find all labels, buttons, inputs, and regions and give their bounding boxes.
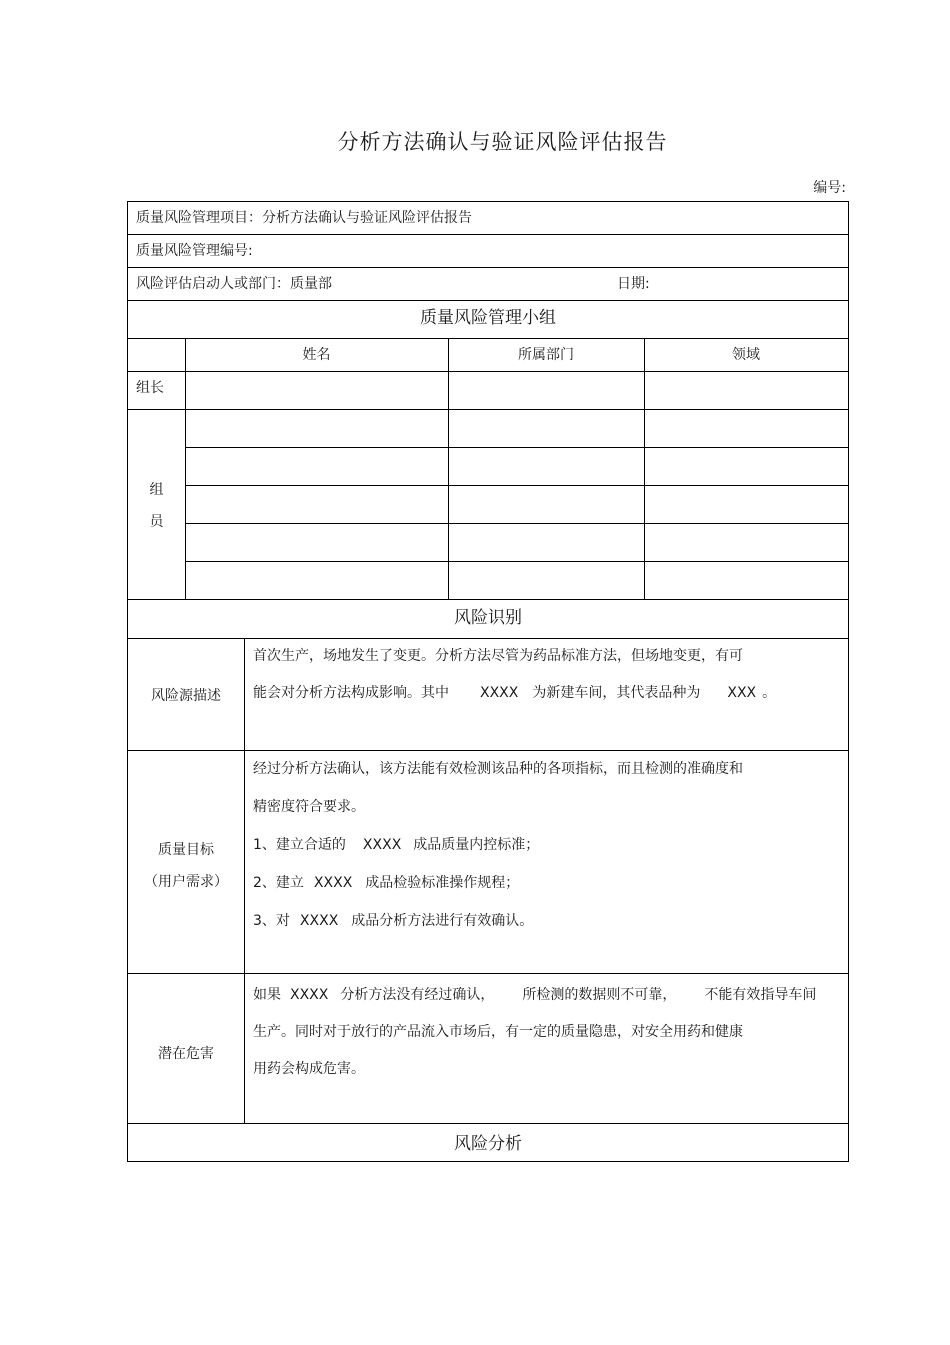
quality-target-text: 成品检验标准操作规程； xyxy=(365,875,520,891)
quality-target-text: 成品质量内控标准； xyxy=(413,837,540,853)
risk-source-line xyxy=(253,684,776,702)
column-divider xyxy=(244,638,245,1124)
member-label-char: 组 xyxy=(149,482,164,498)
team-section-title: 质量风险管理小组 xyxy=(420,308,556,328)
column-header-field: 领域 xyxy=(732,347,760,363)
quality-target-line: 经过分析方法确认，该方法能有效检测该品种的各项指标，而且检测的准确度和 xyxy=(253,761,743,777)
row-divider xyxy=(128,234,848,235)
row-divider xyxy=(185,447,848,448)
risk-source-text: 。 xyxy=(762,685,777,701)
risk-identification-title: 风险识别 xyxy=(454,608,522,628)
row-divider xyxy=(128,371,848,372)
row-divider xyxy=(185,485,848,486)
hazard-text: 不能有效指导车间 xyxy=(704,987,817,1003)
hazard-text: 分析方法没有经过确认， xyxy=(340,987,495,1003)
row-divider xyxy=(128,638,848,639)
product-code: XXXX xyxy=(290,987,329,1003)
quality-target-item xyxy=(253,836,539,854)
document-number-label: 编号: xyxy=(813,180,846,196)
column-header-department: 所属部门 xyxy=(518,347,574,363)
member-label-char: 员 xyxy=(149,514,164,530)
risk-source-text: 为新建车间，其代表品种为 xyxy=(532,685,701,701)
row-divider xyxy=(185,523,848,524)
row-divider xyxy=(128,409,848,410)
quality-target-item xyxy=(253,912,533,930)
risk-source-label: 风险源描述 xyxy=(151,688,221,704)
product-code: XXX xyxy=(727,685,757,701)
hazard-label: 潜在危害 xyxy=(158,1046,214,1062)
quality-target-text: 1、建立合适的 xyxy=(253,837,346,853)
hazard-line xyxy=(253,986,816,1004)
leader-label: 组长 xyxy=(136,380,164,396)
quality-target-line: 精密度符合要求。 xyxy=(253,799,365,815)
qrm-number-row: 质量风险管理编号: xyxy=(136,243,253,259)
row-divider xyxy=(128,338,848,339)
row-divider xyxy=(128,267,848,268)
date-label: 日期: xyxy=(617,276,650,292)
row-divider xyxy=(128,1123,848,1124)
quality-target-item xyxy=(253,874,519,892)
hazard-line: 生产。同时对于放行的产品流入市场后，有一定的质量隐患，对安全用药和健康 xyxy=(253,1024,743,1040)
product-code: XXXX xyxy=(362,837,402,853)
row-divider xyxy=(128,599,848,600)
hazard-text: 所检测的数据则不可靠， xyxy=(522,987,677,1003)
row-divider xyxy=(128,973,848,974)
row-divider xyxy=(185,561,848,562)
product-code: XXXX xyxy=(313,875,353,891)
quality-target-text: 2、建立 xyxy=(253,875,304,891)
column-header-name: 姓名 xyxy=(302,347,331,363)
column-divider xyxy=(448,338,449,600)
document-title: 分析方法确认与验证风险评估报告 xyxy=(337,130,668,154)
product-code: XXXX xyxy=(480,685,519,701)
hazard-line: 用药会构成危害。 xyxy=(253,1061,365,1077)
project-row: 质量风险管理项目：分析方法确认与验证风险评估报告 xyxy=(136,210,472,226)
quality-target-label: 质量目标 xyxy=(158,842,214,858)
quality-target-text: 3、对 xyxy=(253,913,290,929)
row-divider xyxy=(128,750,848,751)
quality-target-text: 成品分析方法进行有效确认。 xyxy=(351,913,534,929)
risk-source-text: 能会对分析方法构成影响。其中 xyxy=(253,685,449,701)
risk-source-line: 首次生产，场地发生了变更。分析方法尽管为药品标准方法，但场地变更，有可 xyxy=(253,648,743,664)
risk-analysis-title: 风险分析 xyxy=(454,1134,522,1154)
column-divider xyxy=(185,338,186,600)
quality-target-sublabel: （用户需求） xyxy=(144,874,228,890)
risk-assessment-form xyxy=(127,201,849,1162)
row-divider xyxy=(128,300,848,301)
initiator-row: 风险评估启动人或部门：质量部 xyxy=(136,276,332,292)
hazard-text: 如果 xyxy=(253,987,281,1003)
product-code: XXXX xyxy=(299,913,339,929)
column-divider xyxy=(644,338,645,600)
